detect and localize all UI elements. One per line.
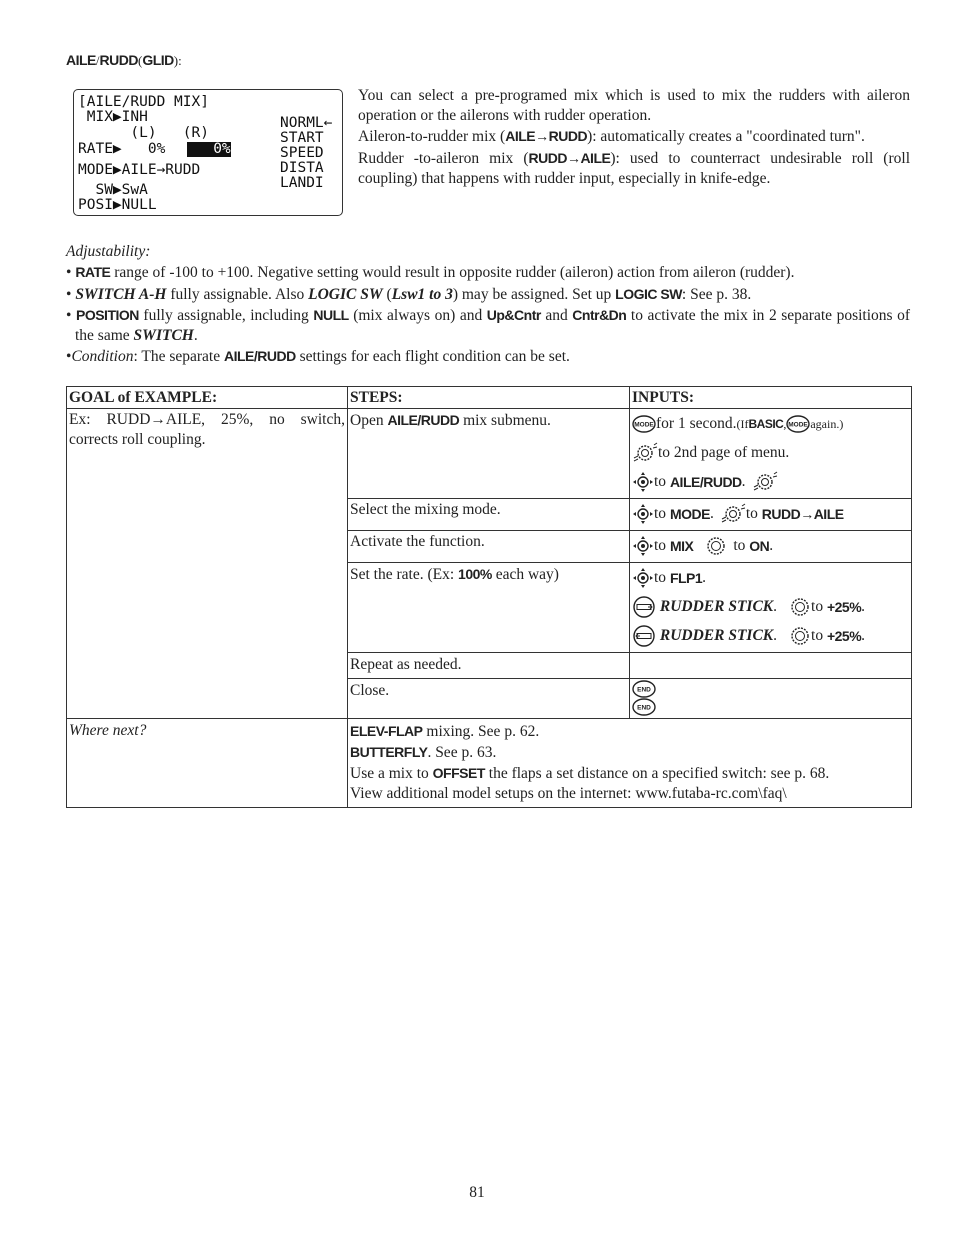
table-row: [67, 409, 912, 499]
where-next-content: [348, 719, 912, 808]
end-button-icon: [632, 698, 909, 716]
lcd-cond-3: SPEED: [280, 145, 324, 161]
step-2: Select the mixing mode.: [348, 499, 630, 531]
lcd-cond-5: LANDI: [280, 175, 324, 191]
cursor-icon: [632, 535, 654, 557]
intro-p3-a: Rudder -to-aileron mix (: [358, 149, 529, 167]
next-link-elev-flap[interactable]: [350, 721, 909, 742]
header-goal: GOAL of EXAMPLE:: [67, 387, 348, 409]
text: .: [702, 568, 707, 586]
key: MODE: [669, 505, 710, 522]
lcd-line-6: SW▶SwA: [78, 182, 148, 198]
lcd-cond-4: DISTA: [280, 160, 324, 176]
input-2: [630, 499, 912, 531]
key-logic-sw-2: LOGIC SW: [615, 285, 682, 302]
cursor-icon: [632, 503, 654, 525]
lcd-line-4: RATE▶ 0%: [78, 141, 166, 157]
text: : See p. 38.: [681, 285, 752, 303]
key: MIX: [669, 537, 694, 554]
text: to: [811, 626, 824, 644]
intro-p3: [358, 148, 910, 189]
stick-left-icon: [632, 625, 656, 647]
text: to: [654, 536, 667, 554]
text: .: [193, 327, 198, 345]
key: RUDD→AILE: [761, 505, 844, 522]
key: AILE/RUDD: [669, 473, 742, 490]
text: to: [811, 597, 824, 615]
text: : The separate: [133, 348, 224, 366]
lcd-line-7: POSI▶NULL: [78, 197, 157, 213]
key: FLP1: [669, 569, 703, 586]
bullet: •: [66, 285, 72, 303]
text: . See p. 63.: [427, 744, 497, 761]
text: fully assignable. Also: [166, 285, 309, 303]
dial-icon: [705, 535, 727, 557]
text: Open: [350, 412, 388, 429]
text: .: [861, 626, 866, 644]
bullet: •: [66, 348, 72, 366]
step-4: [348, 563, 630, 653]
key: BASIC: [748, 416, 784, 431]
text: and: [540, 306, 573, 324]
header-inputs: INPUTS:: [630, 387, 912, 409]
text: to activate the mix in 2 separate positions of the same: [75, 306, 911, 345]
adjust-title-text: Adjustability:: [66, 243, 151, 260]
intro-p2-key: AILE→RUDD: [505, 128, 588, 145]
key-logic-sw: LOGIC SW: [308, 285, 383, 303]
text: mixing. See p. 62.: [422, 723, 540, 740]
text: .: [741, 472, 746, 490]
key: ON: [749, 537, 770, 554]
text: Use a mix to: [350, 765, 433, 782]
section-header: [66, 52, 182, 69]
step-3: Activate the function.: [348, 531, 630, 563]
header-rudd: RUDD: [99, 52, 138, 68]
dial-push-icon: [752, 471, 778, 493]
stick-right-icon: [632, 596, 656, 618]
adjust-bullet-rate: [66, 262, 910, 283]
text: to: [733, 536, 746, 554]
adjust-bullet-switch: [66, 284, 910, 305]
adjust-title: [66, 242, 910, 262]
key-aile-rudd: AILE/RUDD: [223, 348, 296, 365]
table-header-row: [67, 387, 912, 409]
page-number: 81: [469, 1184, 485, 1201]
input-3-row: [632, 531, 909, 560]
lcd-line-5: MODE▶AILE→RUDD: [78, 162, 201, 178]
header-open: (: [137, 53, 143, 68]
key-condition: Condition: [71, 348, 134, 366]
lcd-line-1: [AILE/RUDD MIX]: [78, 94, 209, 110]
intro-p2-a: Aileron-to-rudder mix (: [358, 128, 506, 146]
next-link-internet[interactable]: View additional model setups on the internet: www.futaba-rc.com\faq\: [350, 785, 787, 802]
text: Set the rate. (Ex:: [350, 566, 459, 583]
key-switch-2: SWITCH: [133, 327, 194, 345]
intro-p3-c: ): used to counterract undesirable roll (roll coupling) that happens with rudder input, especially in knife-edge.: [358, 149, 910, 187]
key-position: POSITION: [75, 306, 139, 323]
input-4a: [632, 563, 909, 592]
header-close: ):: [173, 53, 182, 68]
text: ,: [783, 416, 787, 431]
header-glid: GLID: [142, 52, 174, 68]
lcd-rate-right: 0%: [187, 141, 231, 157]
intro-p3-key: RUDD→AILE: [528, 149, 611, 166]
key: +25%: [826, 598, 862, 615]
input-6: [630, 679, 912, 719]
steps-table: [66, 386, 912, 808]
dial-spin-icon: [720, 503, 746, 525]
intro-p2-c: ): automatically creates a "coordinated turn".: [587, 128, 865, 146]
text: to: [654, 472, 667, 490]
key: +25%: [826, 627, 862, 644]
step-6: Close.: [348, 679, 630, 719]
input-4b: [632, 592, 909, 621]
header-sep: /: [95, 53, 100, 68]
intro-text: [358, 86, 910, 189]
text: each way): [491, 566, 559, 583]
key-rate: RATE: [75, 264, 111, 281]
dial-icon: [789, 596, 811, 618]
header-steps: STEPS:: [348, 387, 630, 409]
lcd-cond-1: NORML←: [280, 115, 333, 131]
text: RUDDER STICK: [659, 597, 774, 615]
text: .: [773, 597, 778, 615]
adjustability: [66, 242, 910, 368]
lcd-screen: [73, 89, 343, 216]
next-link-butterfly[interactable]: [350, 742, 909, 763]
key: AILE/RUDD: [387, 412, 460, 428]
intro-p2: [358, 126, 910, 147]
key-null: NULL: [313, 306, 349, 323]
dial-spin-icon: [632, 442, 658, 464]
input-2-row: [632, 499, 909, 528]
end-button-icon: [632, 680, 909, 698]
text: fully assignable, including: [138, 306, 314, 324]
table-row: [67, 719, 912, 808]
text: (mix always on) and: [348, 306, 487, 324]
text: to: [745, 504, 758, 522]
where-next-label: Where next?: [69, 722, 147, 739]
text: to 2nd page of menu.: [658, 443, 790, 461]
lcd-line-3: (L) (R): [78, 125, 209, 141]
text: (: [382, 285, 392, 303]
input-1: [630, 409, 912, 499]
text: (If: [736, 416, 749, 431]
goal-cell: Ex: RUDD→AILE, 25%, no switch, corrects roll coupling.: [67, 409, 348, 719]
key: OFFSET: [432, 765, 485, 781]
adjust-bullet-condition: [66, 346, 910, 367]
text: range of -100 to +100. Negative setting would result in opposite rudder (aileron) action from aileron (rudder).: [110, 264, 795, 282]
key: BUTTERFLY: [350, 744, 428, 760]
text: .: [773, 626, 778, 644]
mode-button-icon: [632, 415, 656, 433]
input-5: [630, 653, 912, 679]
text: settings for each flight condition can be set.: [295, 348, 570, 366]
text: the flaps a set distance on a specified switch: see p. 68.: [484, 765, 830, 782]
input-1a: [632, 409, 909, 438]
key: 100%: [458, 566, 492, 582]
mode-button-icon: [786, 415, 810, 433]
next-link-offset[interactable]: [350, 763, 909, 784]
text: .: [861, 597, 866, 615]
text: again.): [810, 416, 844, 431]
text: ) may be assigned. Set up: [452, 285, 616, 303]
key: ELEV-FLAP: [350, 723, 423, 739]
key-switch: SWITCH A-H: [75, 285, 167, 303]
key-lsw: Lsw1 to 3: [391, 285, 453, 303]
header-aile: AILE: [66, 52, 96, 68]
text: .: [709, 504, 714, 522]
text: for 1 second.: [656, 414, 737, 432]
text: to: [654, 568, 667, 586]
lcd-line-2: MIX▶INH: [78, 109, 148, 125]
bullet: •: [66, 306, 72, 324]
input-1b: [632, 438, 909, 467]
intro-p1: You can select a pre-programed mix which is used to mix the rudders with aileron operation or the ailerons with rudder operation.: [358, 87, 910, 125]
bullet: •: [66, 264, 72, 282]
key-upcntr: Up&Cntr: [486, 306, 541, 323]
lcd-cond-2: START: [280, 130, 324, 146]
cursor-icon: [632, 567, 654, 589]
where-next-cell: [67, 719, 348, 808]
key-cntrdn: Cntr&Dn: [572, 306, 627, 323]
text: to: [654, 504, 667, 522]
text: .: [769, 536, 774, 554]
input-4c: [632, 621, 909, 650]
cursor-icon: [632, 471, 654, 493]
adjust-bullet-position: [66, 305, 910, 347]
input-3: [630, 531, 912, 563]
text: mix submenu.: [459, 412, 551, 429]
dial-icon: [789, 625, 811, 647]
step-5: Repeat as needed.: [348, 653, 630, 679]
input-4: [630, 563, 912, 653]
text: RUDDER STICK: [659, 626, 774, 644]
step-1: [348, 409, 630, 499]
input-1c: [632, 467, 909, 496]
